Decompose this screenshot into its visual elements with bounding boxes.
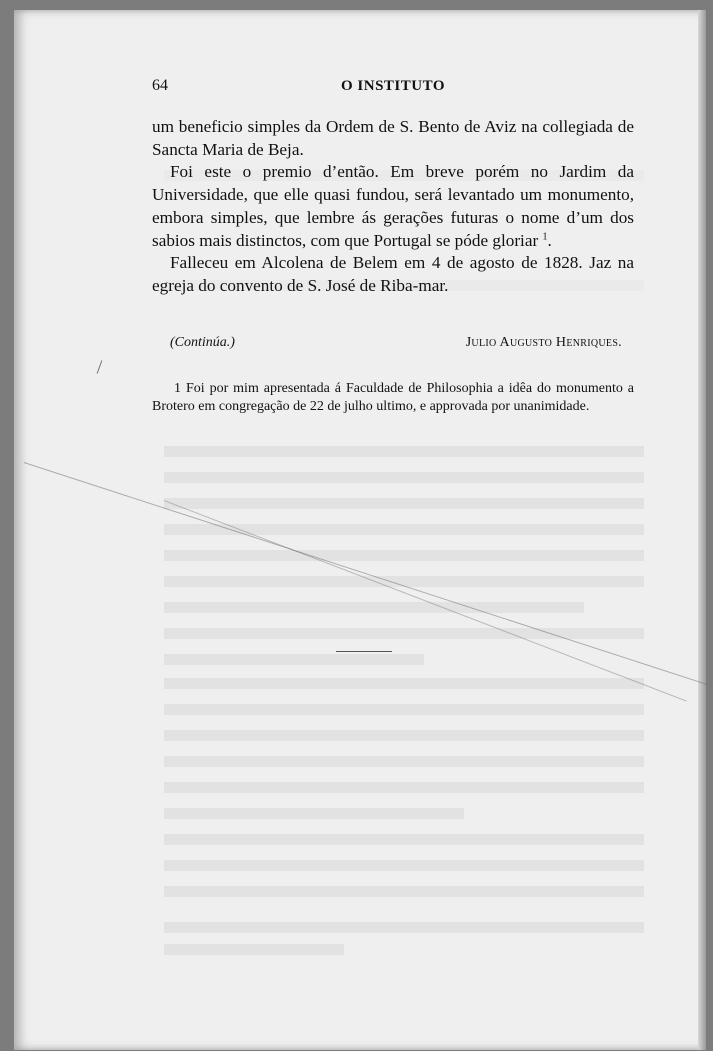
paragraph-text: Foi este o premio d’então. Em breve porém no Jardim da Universidade, que elle quasi fundou, será levantado um monumento, embora simples, que lembre ás gerações futuras o nome d’um dos sabios mais distinctos, com que Portugal se póde gloriar <box>152 162 634 250</box>
footnote-reference[interactable]: 1 <box>542 230 548 242</box>
footnote-text <box>152 380 634 417</box>
paragraph: Foi este o premio d’então. Em breve porém no Jardim da Universidade, que elle quasi fundou, será levantado um monumento, embora simples, que lembre ás gerações futuras o nome d’um dos sabios mais distinctos, com que Portugal se póde gloriar $^1$. <box>152 162 634 250</box>
continua-note: (Continúa.) <box>170 335 235 350</box>
running-title: O INSTITUTO <box>340 78 445 94</box>
footnote-body: Foi por mim apresentada á Faculdade de Philosophia a idêa do monumento a Brotero em congregação de 22 de julho ultimo, e approvada por unanimidade. <box>152 381 635 415</box>
paper-crease <box>164 500 687 702</box>
footnote-marker: 1 <box>174 381 181 396</box>
margin-mark <box>97 360 103 373</box>
footnote <box>152 380 634 417</box>
divider-rule <box>336 651 392 652</box>
paragraph: um beneficio simples da Ordem de S. Bento de Aviz na collegiada de Sancta Maria de Beja. <box>152 117 634 159</box>
page-edge <box>698 10 706 1050</box>
author-name: Julio Augusto Henriques. <box>465 335 622 350</box>
page-number: 64 <box>152 77 168 94</box>
paragraph: Falleceu em Alcolena de Belem em 4 de agosto de 1828. Jaz na egreja do convento de S. José de Riba-mar. <box>152 253 634 295</box>
main-text <box>152 116 634 298</box>
